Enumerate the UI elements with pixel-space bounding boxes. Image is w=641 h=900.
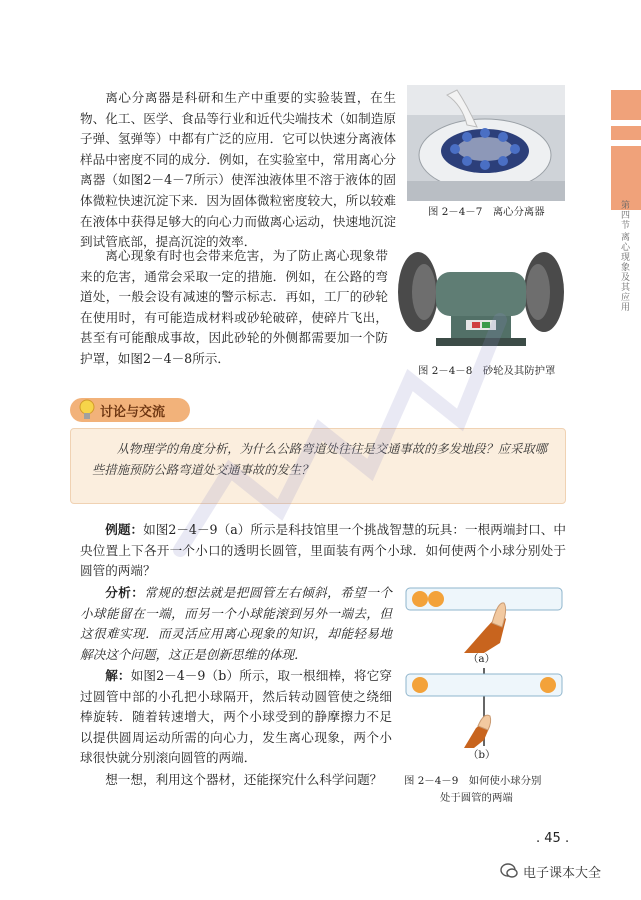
section-tab bbox=[611, 90, 641, 210]
think-paragraph: 想一想，利用这个器材，还能探究什么科学问题？ bbox=[105, 772, 383, 787]
discussion-text: 从物理学的角度分析，为什么公路弯道处往往是交通事故的多发地段？应采取哪些措施预防公路弯道处交通事故的发生？ bbox=[92, 442, 547, 477]
discussion-title: 讨论与交流 bbox=[100, 405, 166, 420]
analysis-text: 常规的想法就是把圆管左右倾斜，希望一个小球能留在一端，而另一个小球能滚到另外一端去，但这很难实现．而灵活应用离心现象的知识，却能轻易地解决这个问题，这正是创新思维的体现． bbox=[80, 585, 393, 662]
figure-2-4-9-a-label: （a） bbox=[468, 653, 495, 665]
example-text: 如图2－4－9（a）所示是科技馆里一个挑战智慧的玩具：一根两端封口、中央位置上下各开一个小口的透明长圆管，里面装有两个小球．如何使两个小球分别处于圆管的两端？ bbox=[80, 522, 567, 579]
figure-2-4-7-caption: 图 2－4－7 离心分离器 bbox=[428, 206, 545, 218]
section-tab-stripe bbox=[611, 120, 641, 126]
centrifuge-figure bbox=[407, 85, 565, 201]
example-paragraph bbox=[80, 520, 566, 582]
paragraph-hazard: 离心现象有时也会带来危害，为了防止离心现象带来的危害，通常会采取一定的措施．例如，在公路的弯道处，一般会设有减速的警示标志．再如，工厂的砂轮在使用时，有可能造成材料或砂轮破碎，使碎片飞出，甚至有可能酿成事故，因此砂轮的外侧都需要加一个防护罩，如图2－4－8所示． bbox=[80, 248, 388, 366]
figure-2-4-9-caption-line1: 图 2－4－9 如何使小球分别 bbox=[404, 775, 542, 787]
section-tab-label-bottom: 离心现象及其应用 bbox=[619, 232, 629, 312]
wechat-icon bbox=[500, 863, 518, 879]
figure-2-4-9-b-label: （b） bbox=[468, 749, 496, 761]
section-tab-stripe bbox=[611, 140, 641, 146]
section-tab-label-top: 第四节 bbox=[619, 200, 629, 230]
solution-paragraph bbox=[80, 666, 392, 769]
analysis-label: 分析： bbox=[105, 585, 145, 600]
figure-2-4-8-caption: 图 2－4－8 砂轮及其防护罩 bbox=[418, 365, 556, 377]
tube-figure-a bbox=[404, 583, 564, 653]
page-number: . 45 . bbox=[536, 831, 570, 846]
analysis-paragraph bbox=[80, 583, 392, 665]
grinder-figure bbox=[396, 244, 566, 354]
figure-2-4-9-caption-line2: 处于圆管的两端 bbox=[440, 792, 513, 804]
paragraph-centrifuge: 离心分离器是科研和生产中重要的实验装置，在生物、化工、医学、食品等行业和近代尖端技术（如制造原子弹、氢弹等）中都有广泛的应用．它可以快速分离液体样品中密度不同的成分．例如，在实验室中，常用离心分离器（如图2－4－7所示）使浑浊液体里不溶于液体的固体微粒快速沉淀下来．因为固体微粒密度较大，所以较难在液体中获得足够大的向心力而做离心运动，快速地沉淀到试管底部，提高沉淀的效率． bbox=[80, 90, 396, 250]
solution-label: 解： bbox=[105, 668, 131, 683]
solution-text: 如图2－4－9（b）所示，取一根细棒，将它穿过圆管中部的小孔把小球隔开，然后转动圆管使之绕细棒旋转．随着转速增大，两个小球受到的静摩擦力不足以提供圆周运动所需的向心力，发生离心现象，两个小球很快就分别滚向圆管的两端． bbox=[80, 668, 393, 766]
lightbulb-icon bbox=[78, 398, 96, 422]
example-label: 例题： bbox=[105, 522, 144, 537]
tube-figure-b bbox=[404, 668, 564, 748]
brand-label: 电子课本大全 bbox=[523, 866, 602, 881]
